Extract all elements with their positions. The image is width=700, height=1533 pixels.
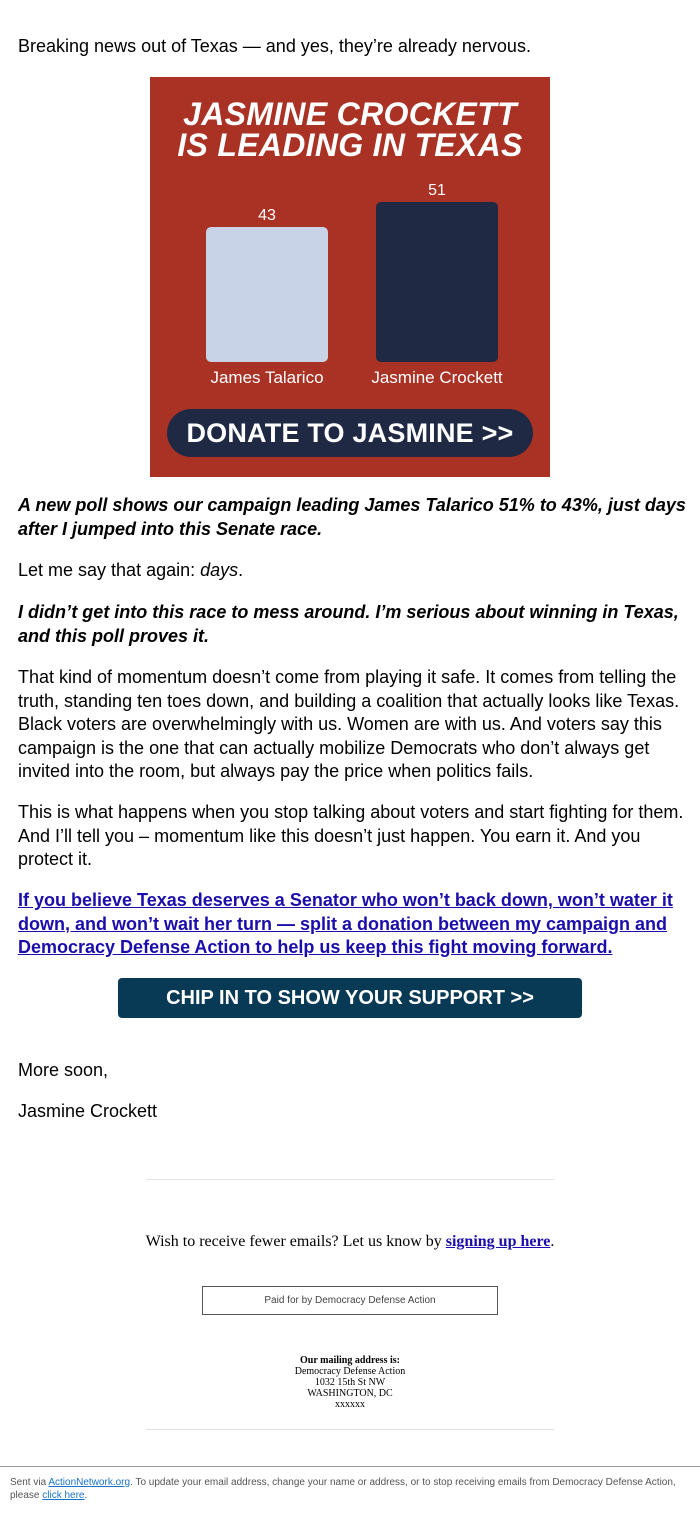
footer-suffix: . bbox=[84, 1490, 88, 1501]
poll-graphic-title bbox=[150, 96, 550, 163]
poll-headline: A new poll shows our campaign leading James Talarico 51% to 43%, just days after I jumped into this Senate race. bbox=[18, 495, 686, 539]
mailing-heading: Our mailing address is: bbox=[300, 1355, 400, 1366]
title-line-2: IS LEADING IN TEXAS bbox=[177, 127, 523, 163]
mailing-org: Democracy Defense Action bbox=[294, 1366, 406, 1377]
mailing-zip: xxxxxx bbox=[335, 1399, 365, 1410]
fewer-emails-notice bbox=[0, 1233, 700, 1251]
footer-text bbox=[10, 1476, 690, 1502]
mailing-city: WASHINGTON, DC bbox=[307, 1388, 393, 1399]
donate-to-jasmine-button[interactable]: DONATE TO JASMINE >> bbox=[167, 409, 533, 457]
paragraph-days bbox=[18, 559, 688, 583]
days-emphasis: days bbox=[200, 560, 239, 580]
footer-rule bbox=[0, 1466, 700, 1467]
donation-appeal bbox=[18, 889, 688, 960]
serious-statement: I didn’t get into this race to mess around. I’m serious about winning in Texas, and this poll proves it. bbox=[18, 602, 679, 646]
mailing-address bbox=[0, 1355, 700, 1410]
fewer-emails-suffix: . bbox=[550, 1233, 555, 1250]
fewer-emails-prefix: Wish to receive fewer emails? Let us know by bbox=[145, 1233, 446, 1250]
unsubscribe-click-here-link[interactable]: click here bbox=[42, 1490, 85, 1501]
title-line-1: JASMINE CROCKETT bbox=[183, 96, 517, 132]
bar-talarico bbox=[206, 227, 328, 362]
actionnetwork-link[interactable]: ActionNetwork.org bbox=[48, 1477, 131, 1488]
days-suffix: . bbox=[238, 560, 244, 580]
momentum-paragraph: That kind of momentum doesn’t come from playing it safe. It comes from telling the truth, standing ten toes down, and building a coalition that actually looks like Texas. Black voters are overwhelmingly with us. Women are with us. And voters say this campaign is the one that can actually mobilize Democrats who don’t always get invited into the room, but always pay the price when politics fails. bbox=[18, 667, 680, 781]
footer-prefix: Sent via bbox=[10, 1477, 49, 1488]
donation-appeal-link[interactable]: If you believe Texas deserves a Senator who won’t back down, won’t water it down, and won’t wait her turn — split a donation between my campaign and Democracy Defense Action to help us keep this fight moving forward. bbox=[18, 890, 673, 957]
bar-value-talarico: 43 bbox=[258, 207, 276, 224]
fighting-paragraph: This is what happens when you stop talking about voters and start fighting for them. And I’ll tell you – momentum like this doesn’t just happen. You earn it. And you protect it. bbox=[18, 802, 684, 869]
chip-in-button[interactable]: CHIP IN TO SHOW YOUR SUPPORT >> bbox=[118, 978, 582, 1018]
signing-up-here-link[interactable]: signing up here bbox=[445, 1233, 551, 1250]
divider bbox=[146, 1429, 554, 1430]
signoff-line: More soon, bbox=[18, 1060, 109, 1080]
footer-middle: . To update your email address, change your name or address, or to stop receiving emails from Democracy Defense Action, please bbox=[10, 1477, 676, 1501]
paid-for-disclaimer: Paid for by Democracy Defense Action bbox=[202, 1286, 498, 1315]
signature-name: Jasmine Crockett bbox=[18, 1101, 158, 1121]
bar-value-crockett: 51 bbox=[428, 182, 446, 199]
mailing-street: 1032 15th St NW bbox=[314, 1377, 386, 1388]
bar-label-crockett: Jasmine Crockett bbox=[371, 368, 503, 387]
bar-crockett bbox=[376, 202, 498, 362]
poll-graphic[interactable] bbox=[150, 77, 550, 477]
bar-label-talarico: James Talarico bbox=[210, 368, 324, 387]
intro-text: Breaking news out of Texas — and yes, they’re already nervous. bbox=[18, 36, 531, 56]
divider bbox=[146, 1179, 554, 1180]
days-prefix: Let me say that again: bbox=[18, 560, 201, 580]
